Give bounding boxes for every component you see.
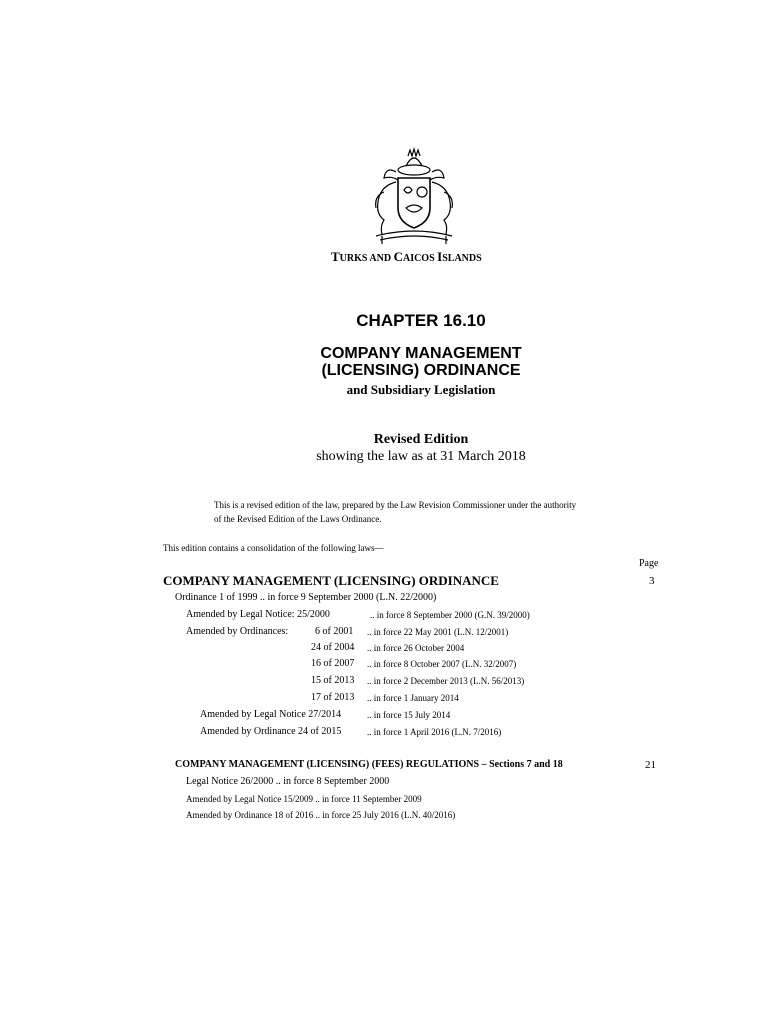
history-line: .. in force 1 April 2016 (L.N. 7/2016) [367,727,502,737]
country-name-part: T [331,249,340,264]
revision-notice-line2: of the Revised Edition of the Laws Ordinance. [214,514,382,524]
history-line: .. in force 2 December 2013 (L.N. 56/2013) [367,676,525,686]
subsidiary-legislation: and Subsidiary Legislation [346,382,496,397]
history-line: Amended by Legal Notice 27/2014 [200,709,342,720]
ordinance-title-line2: (LICENSING) ORDINANCE [321,362,521,379]
law-title: COMPANY MANAGEMENT (LICENSING) (FEES) REGULATIONS – Sections 7 and 18 [175,759,563,770]
country-name-part: URKS AND [339,253,394,264]
history-line: Amended by Legal Notice: 25/2000 [186,609,330,620]
history-line: .. in force 15 July 2014 [367,710,451,720]
law-page-number: 3 [649,575,655,587]
coat-of-arms-logo [366,146,462,246]
history-line: Amended by Legal Notice 15/2009 .. in force 11 September 2009 [186,794,422,804]
consolidation-intro: This edition contains a consolidation of the following laws— [163,543,384,553]
history-line: 24 of 2004 [311,642,355,653]
history-line: .. in force 26 October 2004 [367,643,465,653]
edition-heading: Revised Edition [373,432,469,447]
country-name-part: AICOS [402,253,438,264]
revision-notice-line1: This is a revised edition of the law, prepared by the Law Revision Commissioner under the authority [214,500,577,510]
history-line: Amended by Ordinances: [186,626,289,637]
history-line: 15 of 2013 [311,675,355,686]
ordinance-title-line1: COMPANY MANAGEMENT [320,345,522,362]
history-line: 16 of 2007 [311,658,355,669]
country-name [331,248,482,266]
history-line: Legal Notice 26/2000 .. in force 8 September 2000 [186,776,390,787]
history-line: 17 of 2013 [311,692,355,703]
history-line: .. in force 1 January 2014 [367,693,459,703]
history-line: .. in force 8 September 2000 (G.N. 39/2000) [370,610,530,620]
history-line: 6 of 2001 [315,626,354,637]
law-page-number: 21 [645,759,656,771]
history-line: Amended by Ordinance 18 of 2016 .. in force 25 July 2016 (L.N. 40/2016) [186,810,456,820]
history-line: Ordinance 1 of 1999 .. in force 9 September 2000 (L.N. 22/2000) [175,592,437,603]
history-line: .. in force 8 October 2007 (L.N. 32/2007) [367,659,517,669]
page-column-header: Page [639,558,659,569]
history-line: .. in force 22 May 2001 (L.N. 12/2001) [367,627,509,637]
history-line: Amended by Ordinance 24 of 2015 [200,726,342,737]
country-name-part: SLANDS [442,253,482,264]
law-title: COMPANY MANAGEMENT (LICENSING) ORDINANCE [163,573,499,588]
edition-subheading: showing the law as at 31 March 2018 [316,449,526,464]
country-name-part: C [393,249,403,264]
country-name-part: I [437,249,443,264]
chapter-number: CHAPTER 16.10 [356,311,486,330]
